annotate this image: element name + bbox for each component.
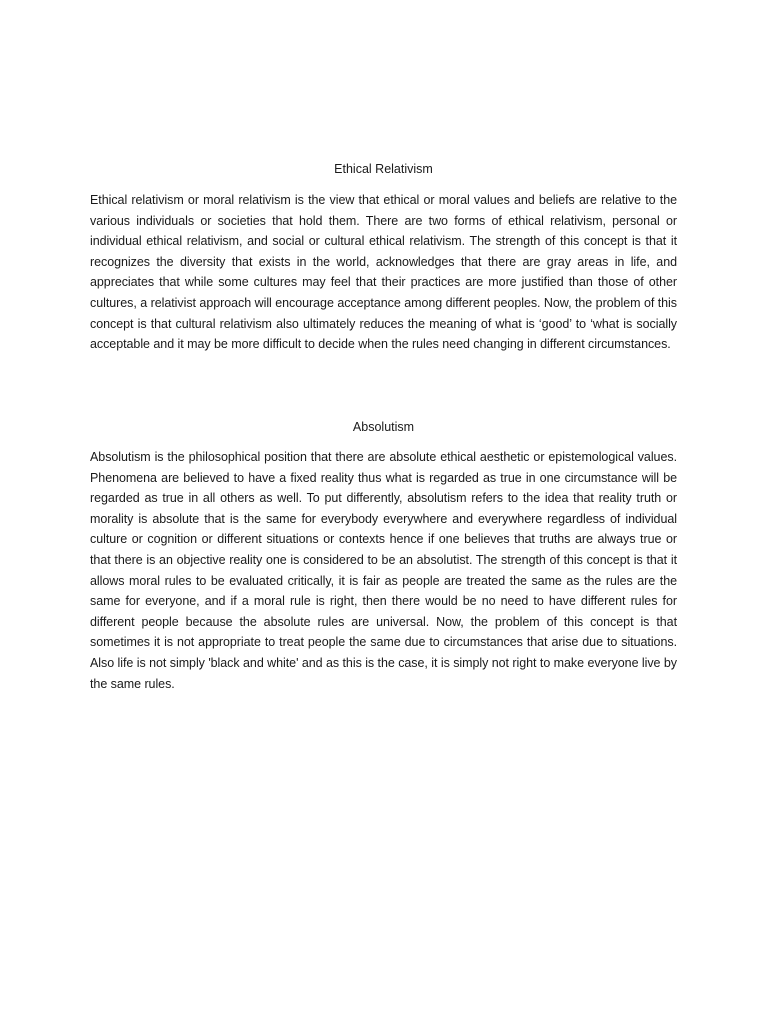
section-body-ethical-relativism: Ethical relativism or moral relativism is the view that ethical or moral values and beliefs are relative to the various individuals or societies that hold them. There are two forms of ethical relativism, personal or individual ethical relativism, and social or cultural ethical relativism. The strength of this concept is that it recognizes the diversity that exists in the world, acknowledges that there are gray areas in life, and appreciates that while some cultures may feel that their practices are more justified than those of other cultures, a relativist approach will encourage acceptance among different peoples. Now, the problem of this concept is that cultural relativism also ultimately reduces the meaning of what is ‘good’ to ‘what is socially acceptable and it may be more difficult to decide when the rules need changing in different circumstances. bbox=[90, 193, 677, 352]
section-title-absolutism: Absolutism bbox=[352, 420, 415, 434]
section-body-absolutism: Absolutism is the philosophical position that there are absolute ethical aesthetic or epistemological values. Phenomena are believed to have a fixed reality thus what is regarded as true in one circumstance will be regarded as true in all others as well. To put differently, absolutism refers to the idea that reality truth or morality is absolute that is the same for everybody everywhere and everywhere regardless of individual culture or cognition or different situations or contexts hence if one believes that truths are always true or that there is an objective reality one is considered to be an absolutist. The strength of this concept is that it allows moral rules to be evaluated critically, it is fair as people are treated the same as the rules are the same for everyone, and if a moral rule is right, then there would be no need to have different rules for different people because the absolute rules are universal. Now, the problem of this concept is that sometimes it is not appropriate to treat people the same due to circumstances that arise due to situations. Also life is not simply 'black and white' and as this is the case, it is simply not right to make everyone live by the same rules. bbox=[90, 450, 677, 691]
section-title-ethical-relativism: Ethical Relativism bbox=[334, 162, 433, 176]
document-page bbox=[90, 0, 677, 1024]
